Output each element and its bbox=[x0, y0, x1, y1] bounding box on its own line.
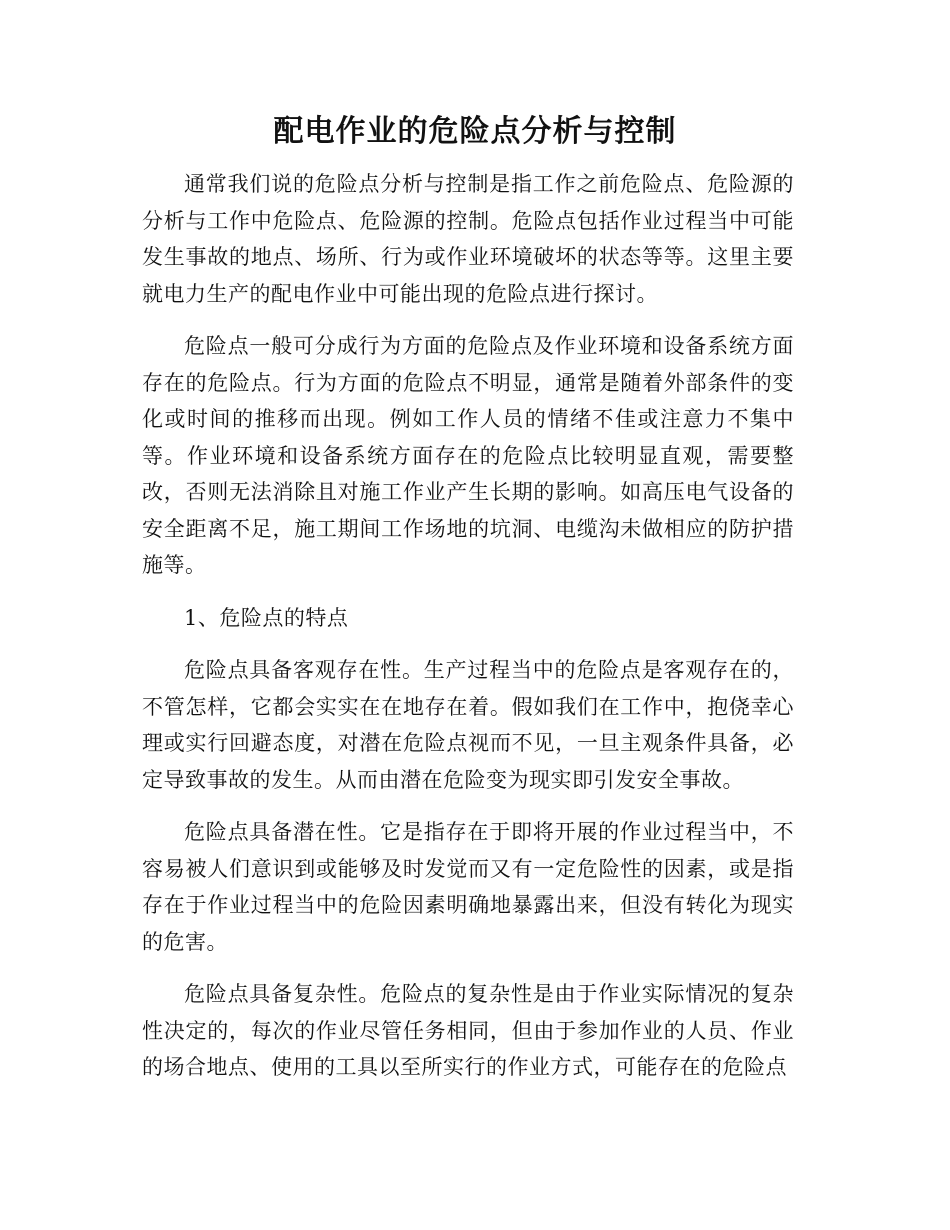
paragraph-complexity: 危险点具备复杂性。危险点的复杂性是由于作业实际情况的复杂性决定的，每次的作业尽管任务相同，但由于参加作业的人员、作业的场合地点、使用的工具以至所实行的作业方式，可能存在的危险点 bbox=[142, 982, 794, 1079]
document-body bbox=[142, 166, 794, 1102]
section-heading-characteristics: 1、危险点的特点 bbox=[184, 605, 349, 630]
document-title: 配电作业的危险点分析与控制 bbox=[273, 114, 677, 149]
paragraph-latency: 危险点具备潜在性。它是指存在于即将开展的作业过程当中，不容易被人们意识到或能够及时发觉而又有一定危险性的因素，或是指存在于作业过程当中的危险因素明确地暴露出来，但没有转化为现实的危害。 bbox=[142, 820, 794, 954]
paragraph-objectivity: 危险点具备客观存在性。生产过程当中的危险点是客观存在的，不管怎样，它都会实实在在地存在着。假如我们在工作中，抱侥幸心理或实行回避态度，对潜在危险点视而不见，一旦主观条件具备，必定导致事故的发生。从而由潜在危险变为现实即引发安全事故。 bbox=[142, 658, 794, 792]
paragraph-intro: 通常我们说的危险点分析与控制是指工作之前危险点、危险源的分析与工作中危险点、危险源的控制。危险点包括作业过程当中可能发生事故的地点、场所、行为或作业环境破坏的状态等等。这里主要就电力生产的配电作业中可能出现的危险点进行探讨。 bbox=[142, 172, 794, 306]
paragraph-categories: 危险点一般可分成行为方面的危险点及作业环境和设备系统方面存在的危险点。行为方面的危险点不明显，通常是随着外部条件的变化或时间的推移而出现。例如工作人员的情绪不佳或注意力不集中等。作业环境和设备系统方面存在的危险点比较明显直观，需要整改，否则无法消除且对施工作业产生长期的影响。如高压电气设备的安全距离不足，施工期间工作场地的坑洞、电缆沟未做相应的防护措施等。 bbox=[142, 334, 794, 577]
